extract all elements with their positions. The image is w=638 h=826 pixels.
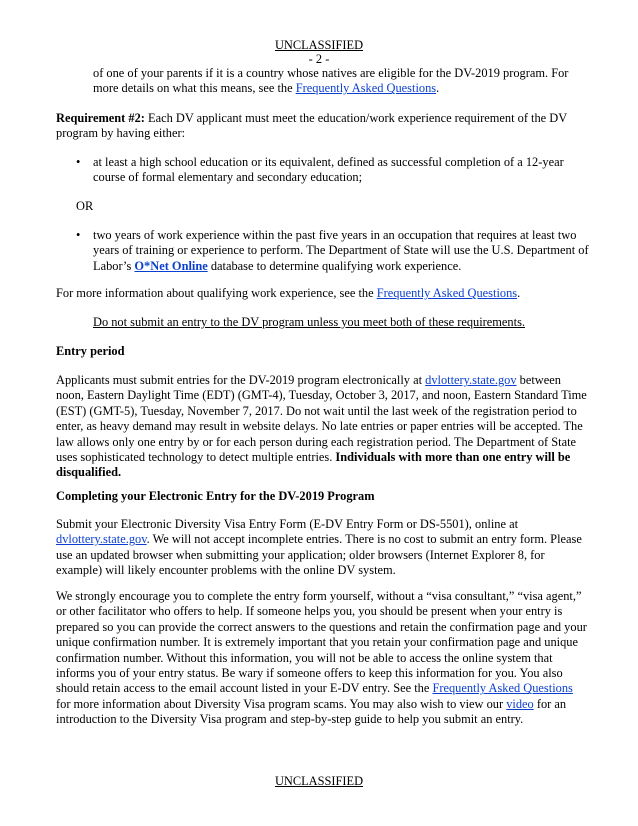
- faq-link-1[interactable]: Frequently Asked Questions: [295, 81, 437, 96]
- requirements-notice: Do not submit an entry to the DV program unless you meet both of these requirements.: [93, 315, 525, 329]
- bullet-icon: •: [76, 155, 81, 169]
- bullet-education: at least a high school education or its equivalent, defined as successful completion of a 12-year course of formal elementary and secondary education;: [93, 155, 564, 185]
- completing-entry-heading: Completing your Electronic Entry for the DV-2019 Program: [56, 489, 375, 503]
- submit-entry-paragraph: Submit your Electronic Diversity Visa Entry Form (E-DV Entry Form or DS-5501), online at dvlottery.state.gov. We will not accept incomplete entries. There is no cost to submit an entry form. Please use an updated browser when submitting your application; older browsers (Internet Explorer 8, for example) will likely encounter problems with the online DV system.: [56, 517, 582, 578]
- header-classification: UNCLASSIFIED: [274, 38, 364, 52]
- bullet-work-experience: two years of work experience within the past five years in an occupation that requires at least two years of training or experience to perform. The Department of State will use the U.S. Department of Labor’s O*Net Online database to determine qualifying work experience.: [93, 228, 589, 273]
- requirement-2-paragraph: Requirement #2: Each DV applicant must meet the education/work experience requirement of the DV program by having either:: [56, 111, 567, 141]
- video-link[interactable]: video: [506, 696, 534, 711]
- disqualification-warning: Individuals with more than one entry will be disqualified.: [56, 450, 571, 480]
- dvlottery-link-1[interactable]: dvlottery.state.gov: [425, 373, 517, 387]
- or-separator: OR: [76, 199, 94, 213]
- faq-link-3[interactable]: Frequently Asked Questions: [432, 681, 573, 696]
- faq-link-2[interactable]: Frequently Asked Questions: [376, 286, 518, 300]
- intro-paragraph: of one of your parents if it is a country whose natives are eligible for the DV-2019 program. For more details on what this means, see the Frequently Asked Questions.: [93, 66, 569, 96]
- requirement-2-label: Requirement #2:: [56, 111, 145, 125]
- page-number: - 2 -: [308, 52, 330, 66]
- onet-online-link[interactable]: O*Net Online: [134, 258, 208, 273]
- bullet-icon: •: [76, 228, 81, 242]
- dvlottery-link-2[interactable]: dvlottery.state.gov: [56, 532, 147, 547]
- entry-period-paragraph: Applicants must submit entries for the DV-2019 program electronically at dvlottery.state.gov between noon, Eastern Daylight Time (EDT) (GMT-4), Tuesday, October 3, 2017, and noon, Eastern Standard Time (EST) (GMT-5), Tuesday, November 7, 2017. Do not wait until the last week of the registration period to enter, as heavy demand may result in website delays. No late entries or paper entries will be accepted. The law allows only one entry by or for each person during each registration period. The Department of State uses sophisticated technology to detect multiple entries. Individuals with more than one entry will be disqualified.: [56, 373, 587, 480]
- consultant-warning-paragraph: We strongly encourage you to complete the entry form yourself, without a “visa consultant,” “visa agent,” or other facilitator who offers to help. If someone helps you, you should be present when your entry is prepared so you can provide the correct answers to the questions and retain the confirmation page and your unique confirmation number. It is extremely important that you retain your confirmation page and unique confirmation number. Without this information, you will not be able to access the online system that informs you of your entry status. Be wary if someone offers to keep this information for you. You also should retain access to the email account listed in your E-DV entry. See the Frequently Asked Questions for more information about Diversity Visa program scams. You may also wish to view our video for an introduction to the Diversity Visa program and step-by-step guide to help you submit an entry.: [56, 589, 587, 727]
- entry-period-heading: Entry period: [56, 344, 125, 358]
- more-info-paragraph: For more information about qualifying work experience, see the Frequently Asked Questions.: [56, 286, 521, 300]
- footer-classification: UNCLASSIFIED: [274, 774, 364, 788]
